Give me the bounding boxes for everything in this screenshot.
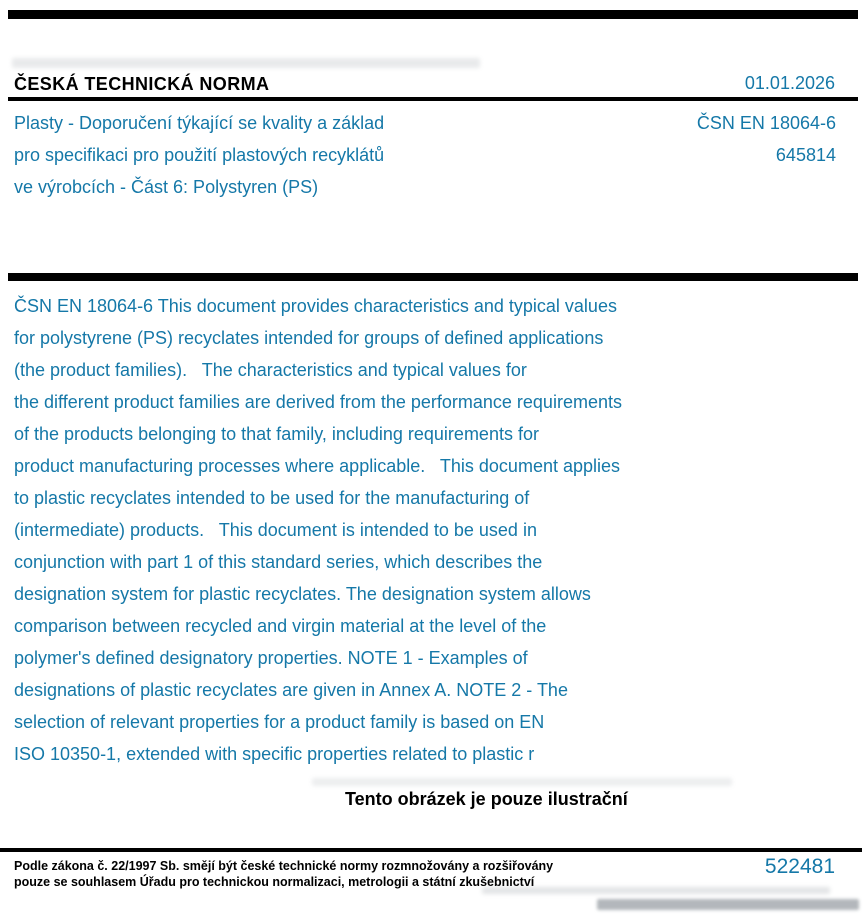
illustrative-notice: Tento obrázek je pouze ilustrační [345,789,628,809]
abstract-line: polymer's defined designatory properties. NOTE 1 - Examples of [14,648,528,668]
footer-legal-text [14,858,553,890]
effective-date: 01.01.2026 [744,73,835,93]
footer-rule [0,848,862,852]
scan-ghost-bar-bottom [597,899,859,910]
abstract-line: designation system for plastic recyclates. The designation system allows [14,584,591,604]
standard-title-line: ve výrobcích - Část 6: Polystyren (PS) [14,177,319,197]
standard-identifiers [697,107,836,171]
abstract-text [14,290,622,770]
abstract-line: product manufacturing processes where applicable. This document applies [14,456,621,476]
scan-ghost-smudge-top [12,58,480,68]
footer-legal-line: pouze se souhlasem Úřadu pro technickou normalizaci, metrologii a státní zkušebnictví [14,875,535,889]
abstract-line: for polystyrene (PS) recyclates intended for groups of defined applications [14,328,604,348]
scan-ghost-smudge-footer [482,887,830,894]
abstract-line: to plastic recyclates intended to be used for the manufacturing of [14,488,530,508]
page-title: ČESKÁ TECHNICKÁ NORMA [14,74,270,94]
scan-ghost-smudge-middle [312,778,732,786]
abstract-line: (intermediate) products. This document is intended to be used in [14,520,537,540]
abstract-line: ČSN EN 18064-6 This document provides characteristics and typical values [14,296,617,316]
standard-code: ČSN EN 18064-6 [696,113,836,133]
abstract-line: ISO 10350-1, extended with specific properties related to plastic r [14,744,535,764]
abstract-line: the different product families are derived from the performance requirements [14,392,622,412]
header-rule [8,97,858,101]
abstract-line: comparison between recycled and virgin material at the level of the [14,616,547,636]
catalog-number: 645814 [775,145,836,165]
footer-legal-line: Podle zákona č. 22/1997 Sb. smějí být české technické normy rozmnožovány a rozšiřovány [14,859,554,873]
order-number: 522481 [764,855,835,878]
standard-title-line: Plasty - Doporučení týkající se kvality a základ [14,113,385,133]
abstract-line: of the products belonging to that family, including requirements for [14,424,539,444]
title-divider-bar [8,273,858,281]
top-separator-bar [8,10,858,19]
standard-title-line: pro specifikaci pro použití plastových recyklátů [14,145,385,165]
standard-title [14,107,384,203]
abstract-line: selection of relevant properties for a product family is based on EN [14,712,545,732]
abstract-line: designations of plastic recyclates are given in Annex A. NOTE 2 - The [14,680,568,700]
abstract-line: (the product families). The characteristics and typical values for [14,360,527,380]
abstract-line: conjunction with part 1 of this standard series, which describes the [14,552,543,572]
